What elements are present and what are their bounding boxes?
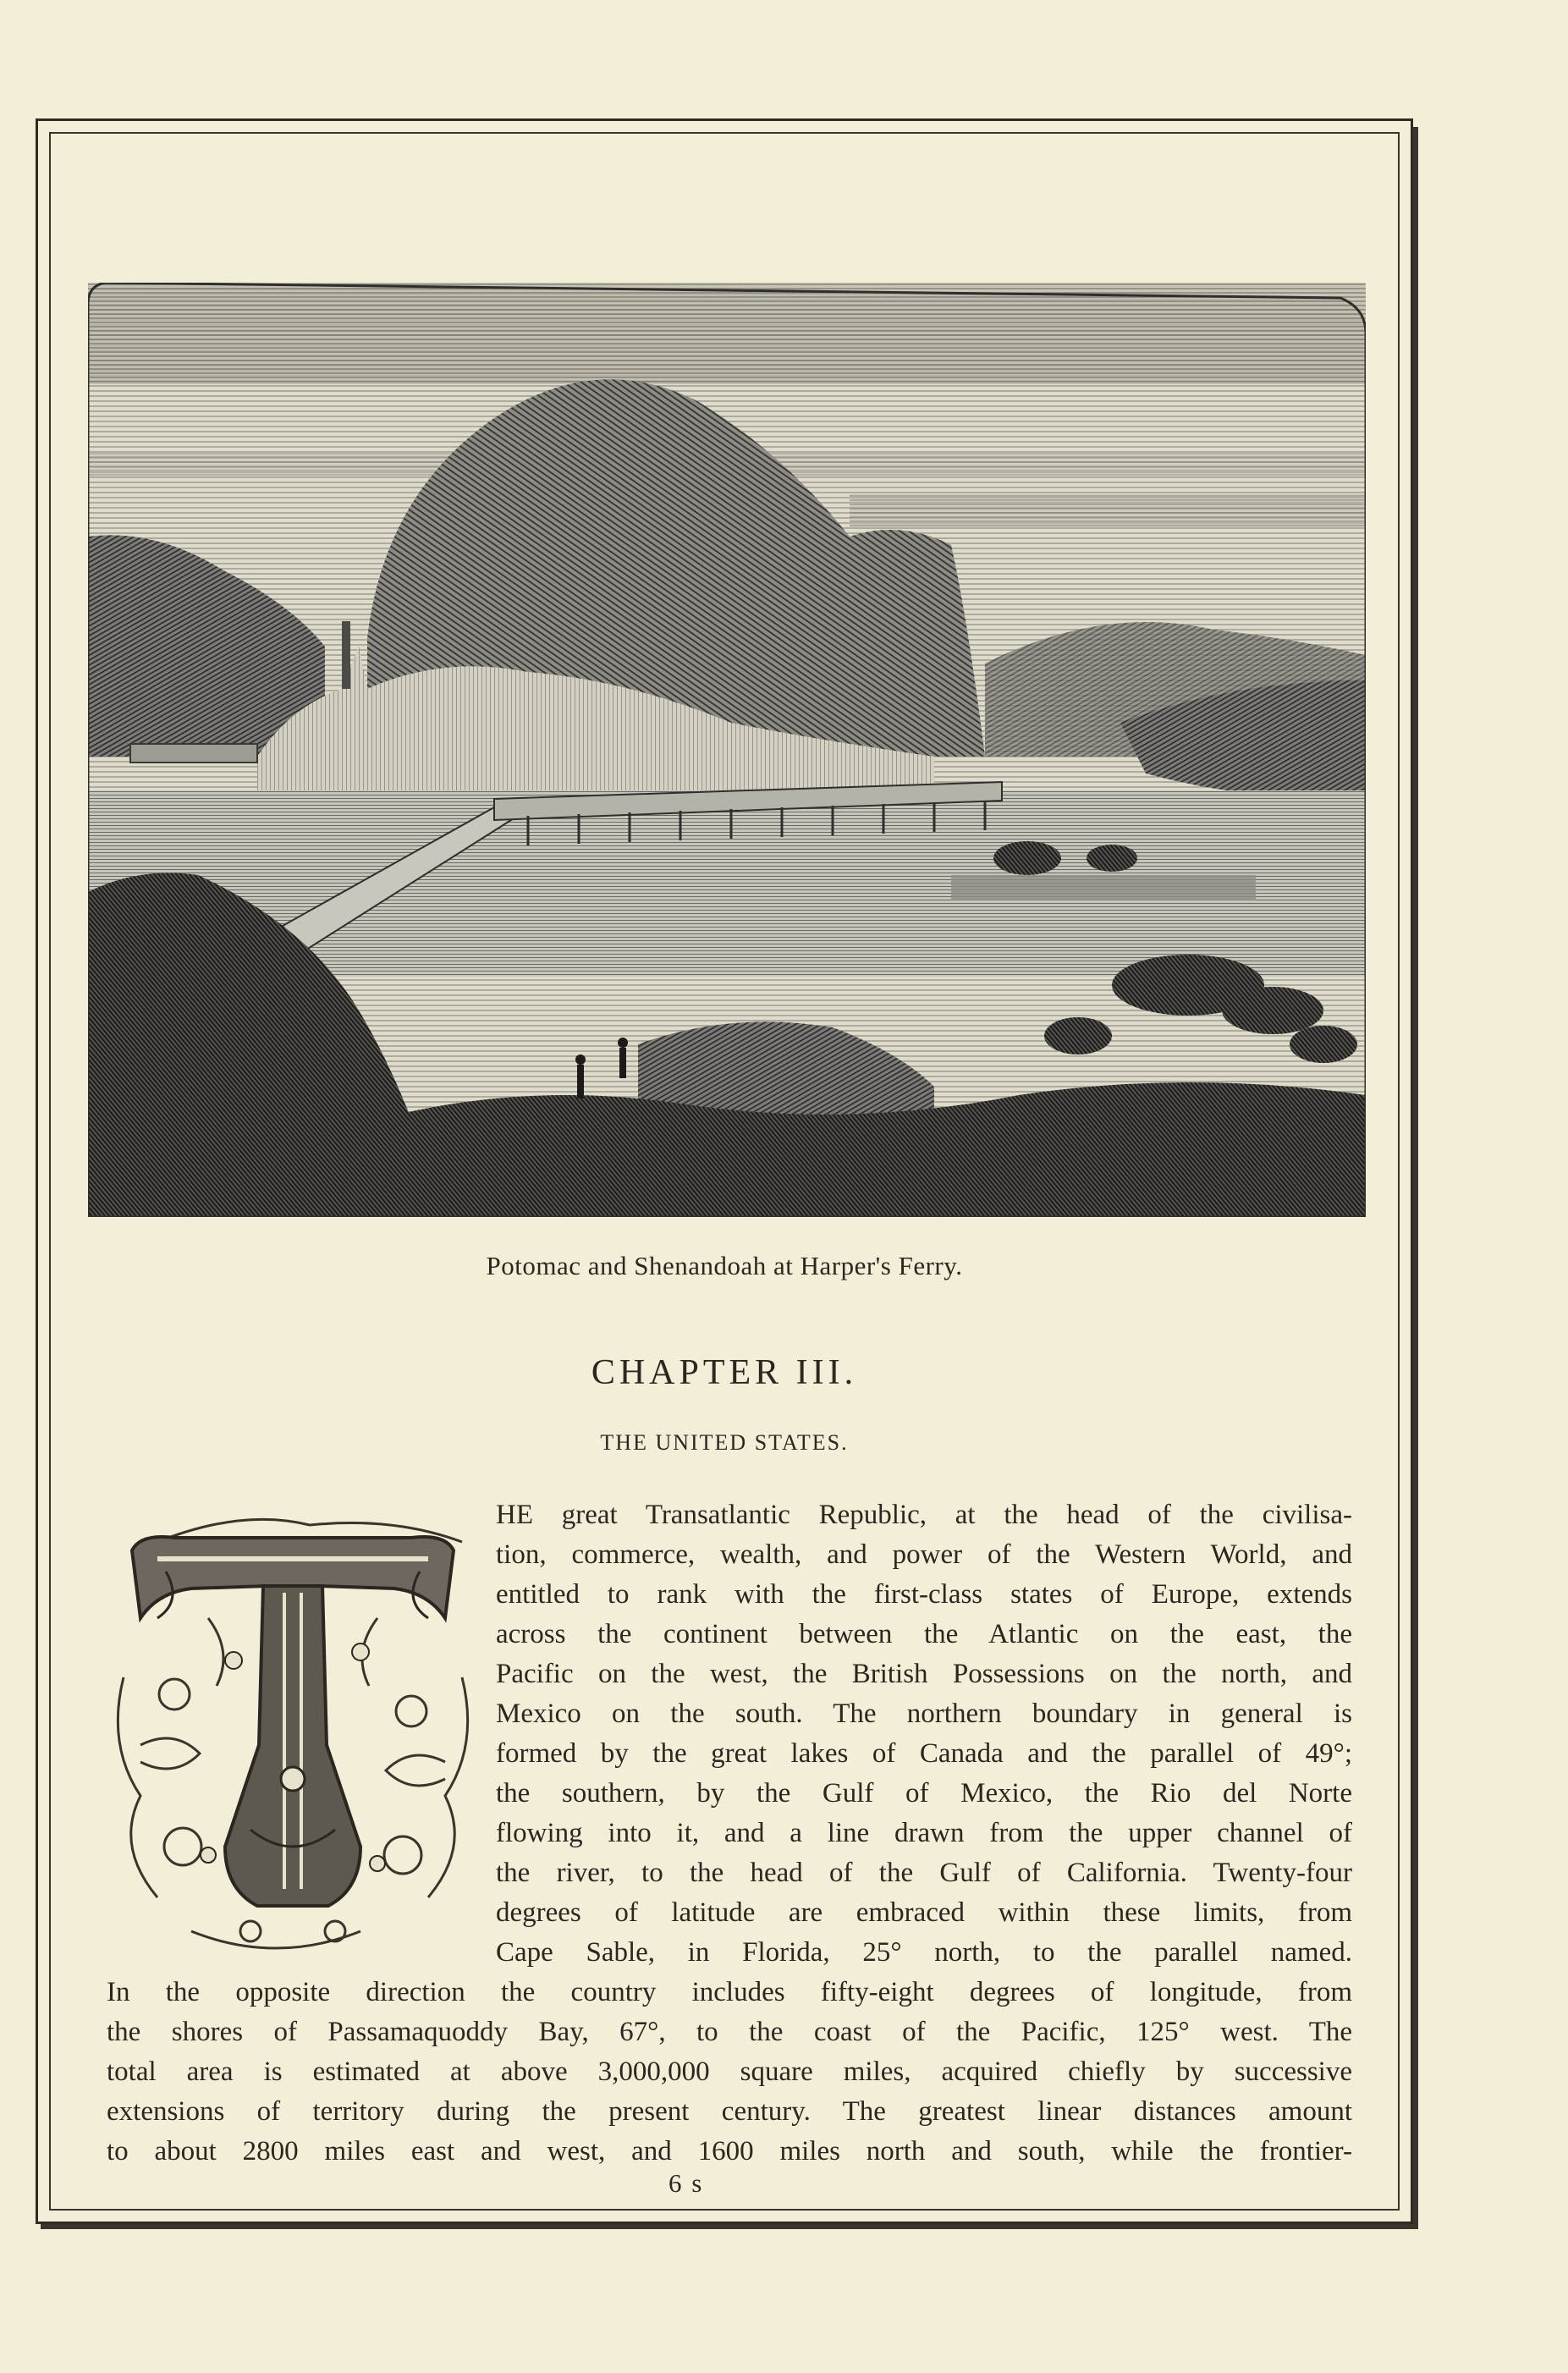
chapter-subtitle: THE UNITED STATES.	[600, 1430, 849, 1455]
illustration-caption: Potomac and Shenandoah at Harper's Ferry.	[486, 1251, 963, 1280]
chapter-title: CHAPTER III.	[591, 1353, 858, 1392]
body-line-8: the southern, by the Gulf of Mexico, the Rio del Norte	[496, 1778, 1352, 1809]
body-line-6: Mexico on the south. The northern boundary in general is	[496, 1699, 1352, 1729]
body-line-16: extensions of territory during the present century. The greatest linear distances amount	[107, 2096, 1352, 2127]
body-line-1: HE great Transatlantic Republic, at the head of the civilisa-	[496, 1500, 1352, 1530]
body-line-3: entitled to rank with the first-class states of Europe, extends	[496, 1579, 1352, 1610]
frame-shadow-bottom	[41, 2224, 1418, 2229]
body-line-13: In the opposite direction the country includes fifty-eight degrees of longitude, from	[107, 1977, 1352, 2007]
body-line-2: tion, commerce, wealth, and power of the Western World, and	[496, 1539, 1352, 1570]
body-line-10: the river, to the head of the Gulf of California. Twenty-four	[496, 1858, 1352, 1888]
body-line-12: Cape Sable, in Florida, 25° north, to the parallel named.	[496, 1937, 1352, 1968]
body-line-17: to about 2800 miles east and west, and 1600 miles north and south, while the frontier-	[107, 2136, 1352, 2167]
body-line-4: across the continent between the Atlantic on the east, the	[496, 1619, 1352, 1649]
signature-mark: 6 s	[668, 2168, 704, 2198]
frame-shadow-right	[1413, 127, 1418, 2229]
body-line-5: Pacific on the west, the British Possessions on the north, and	[496, 1659, 1352, 1689]
ornamental-initial-t	[107, 1491, 479, 1965]
body-line-11: degrees of latitude are embraced within these limits, from	[496, 1897, 1352, 1928]
body-line-9: flowing into it, and a line drawn from the upper channel of	[496, 1818, 1352, 1848]
body-line-14: the shores of Passamaquoddy Bay, 67°, to the coast of the Pacific, 125° west. The	[107, 2017, 1352, 2047]
body-line-7: formed by the great lakes of Canada and the parallel of 49°;	[496, 1738, 1352, 1769]
engraving-harpers-ferry	[88, 283, 1366, 1217]
body-line-15: total area is estimated at above 3,000,000 square miles, acquired chiefly by successive	[107, 2056, 1352, 2087]
